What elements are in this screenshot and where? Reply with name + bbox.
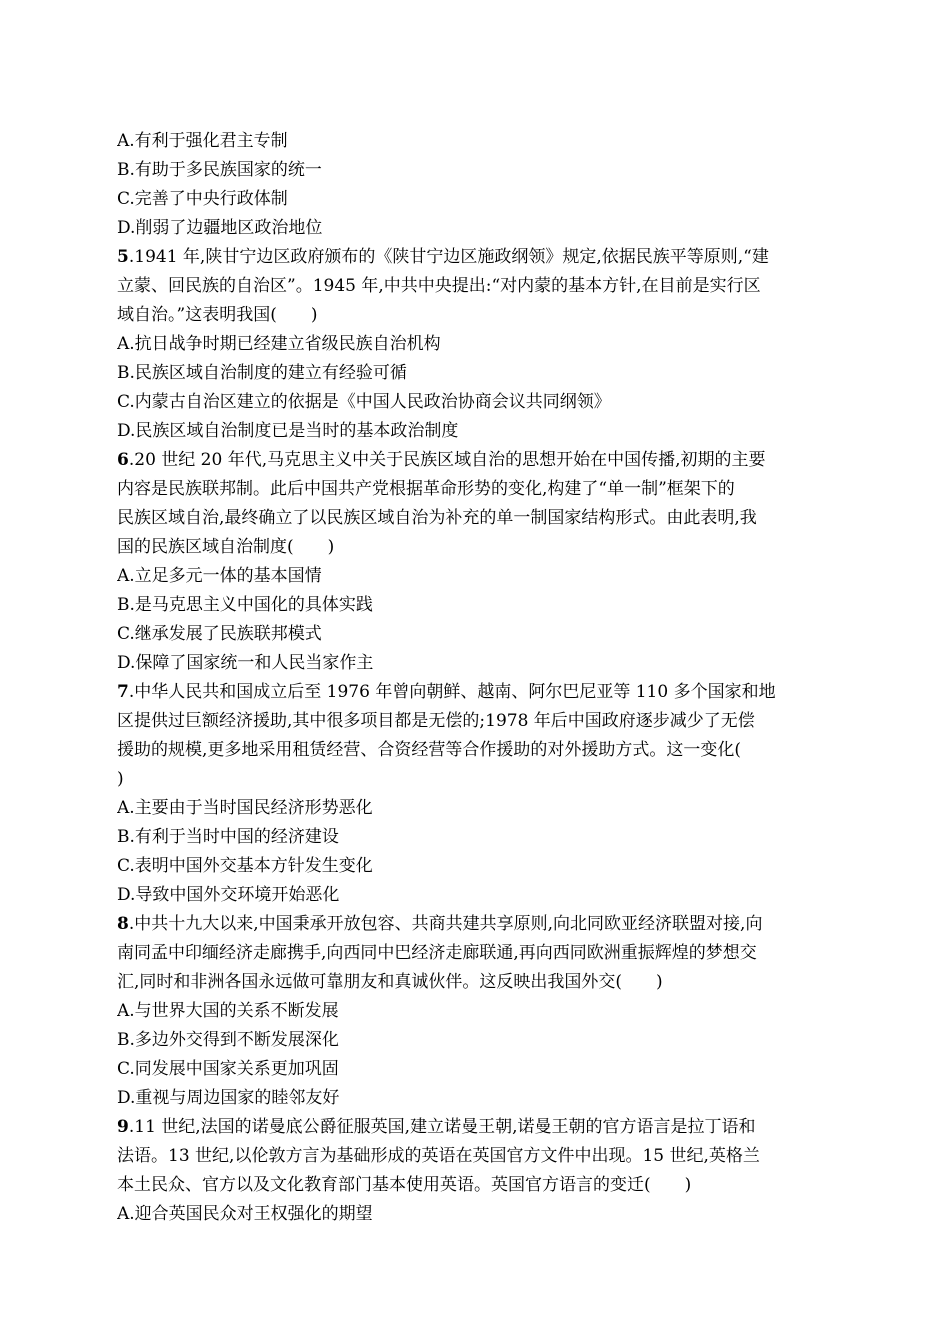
option-b: B.有助于多民族国家的统一 <box>117 160 322 180</box>
question-text: .11 世纪,法国的诺曼底公爵征服英国,建立诺曼王朝,诺曼王朝的官方语言是拉丁语和 <box>128 1117 756 1137</box>
question-number: 8 <box>117 914 129 934</box>
question-stem-line: 民族区域自治,最终确立了以民族区域自治为补充的单一制国家结构形式。由此表明,我 <box>117 508 757 528</box>
question-5 <box>117 243 835 446</box>
option-a: A.主要由于当时国民经济形势恶化 <box>117 798 373 818</box>
option-b: B.民族区域自治制度的建立有经验可循 <box>117 363 407 383</box>
option-d: D.重视与周边国家的睦邻友好 <box>117 1088 340 1108</box>
question-stem-line: 汇,同时和非洲各国永远做可靠朋友和真诚伙伴。这反映出我国外交( ) <box>117 972 663 992</box>
question-number: 9 <box>117 1117 129 1137</box>
question-stem-line: 南同孟中印缅经济走廊携手,向西同中巴经济走廊联通,再向西同欧洲重振辉煌的梦想交 <box>117 943 757 963</box>
option-c: C.完善了中央行政体制 <box>117 189 288 209</box>
question-6 <box>117 446 835 678</box>
option-c: C.同发展中国家关系更加巩固 <box>117 1059 339 1079</box>
question-number: 5 <box>117 247 129 267</box>
option-c: C.内蒙古自治区建立的依据是《中国人民政治协商会议共同纲领》 <box>117 392 611 412</box>
question-number: 6 <box>117 450 129 470</box>
question-8 <box>117 910 835 1113</box>
question-stem-line <box>117 1113 835 1142</box>
question-stem-line: 区提供过巨额经济援助,其中很多项目都是无偿的;1978 年后中国政府逐步减少了无偿 <box>117 711 755 731</box>
question-stem-line <box>117 910 835 939</box>
question-7 <box>117 678 835 910</box>
question-stem-line: 援助的规模,更多地采用租赁经营、合资经营等合作援助的对外援助方式。这一变化( <box>117 740 742 760</box>
question-stem-line: 本土民众、官方以及文化教育部门基本使用英语。英国官方语言的变迁( ) <box>117 1175 692 1195</box>
option-b: B.是马克思主义中国化的具体实践 <box>117 595 373 615</box>
question-stem-line: ) <box>117 769 124 789</box>
question-stem-line: 域自治。”这表明我国( ) <box>117 305 318 325</box>
option-d: D.民族区域自治制度已是当时的基本政治制度 <box>117 421 459 441</box>
option-a: A.与世界大国的关系不断发展 <box>117 1001 339 1021</box>
option-c: C.继承发展了民族联邦模式 <box>117 624 322 644</box>
option-d: D.保障了国家统一和人民当家作主 <box>117 653 374 673</box>
question-9 <box>117 1113 835 1229</box>
option-b: B.有利于当时中国的经济建设 <box>117 827 339 847</box>
question-text: .1941 年,陕甘宁边区政府颁布的《陕甘宁边区施政纲领》规定,依据民族平等原则,“建 <box>128 247 769 267</box>
question-stem-line <box>117 243 835 272</box>
question-text: .中华人民共和国成立后至 1976 年曾向朝鲜、越南、阿尔巴尼亚等 110 多个国家和地 <box>128 682 776 702</box>
question-stem-line <box>117 446 835 475</box>
question-4-options <box>117 127 835 243</box>
option-d: D.导致中国外交环境开始恶化 <box>117 885 340 905</box>
question-stem-line: 法语。13 世纪,以伦敦方言为基础形成的英语在英国官方文件中出现。15 世纪,英格兰 <box>117 1146 760 1166</box>
option-c: C.表明中国外交基本方针发生变化 <box>117 856 373 876</box>
question-stem-line: 内容是民族联邦制。此后中国共产党根据革命形势的变化,构建了“单一制”框架下的 <box>117 479 735 499</box>
option-b: B.多边外交得到不断发展深化 <box>117 1030 339 1050</box>
question-stem-line: 立蒙、回民族的自治区”。1945 年,中共中央提出:“对内蒙的基本方针,在目前是实行区 <box>117 276 761 296</box>
option-a: A.抗日战争时期已经建立省级民族自治机构 <box>117 334 441 354</box>
exam-page <box>117 127 835 1229</box>
option-a: A.有利于强化君主专制 <box>117 131 288 151</box>
option-a: A.迎合英国民众对王权强化的期望 <box>117 1204 373 1224</box>
question-stem-line: 国的民族区域自治制度( ) <box>117 537 335 557</box>
option-a: A.立足多元一体的基本国情 <box>117 566 322 586</box>
question-stem-line <box>117 678 835 707</box>
option-d: D.削弱了边疆地区政治地位 <box>117 218 323 238</box>
question-number: 7 <box>117 682 129 702</box>
question-text: .20 世纪 20 年代,马克思主义中关于民族区域自治的思想开始在中国传播,初期的主要 <box>128 450 766 470</box>
question-text: .中共十九大以来,中国秉承开放包容、共商共建共享原则,向北同欧亚经济联盟对接,向 <box>128 914 763 934</box>
